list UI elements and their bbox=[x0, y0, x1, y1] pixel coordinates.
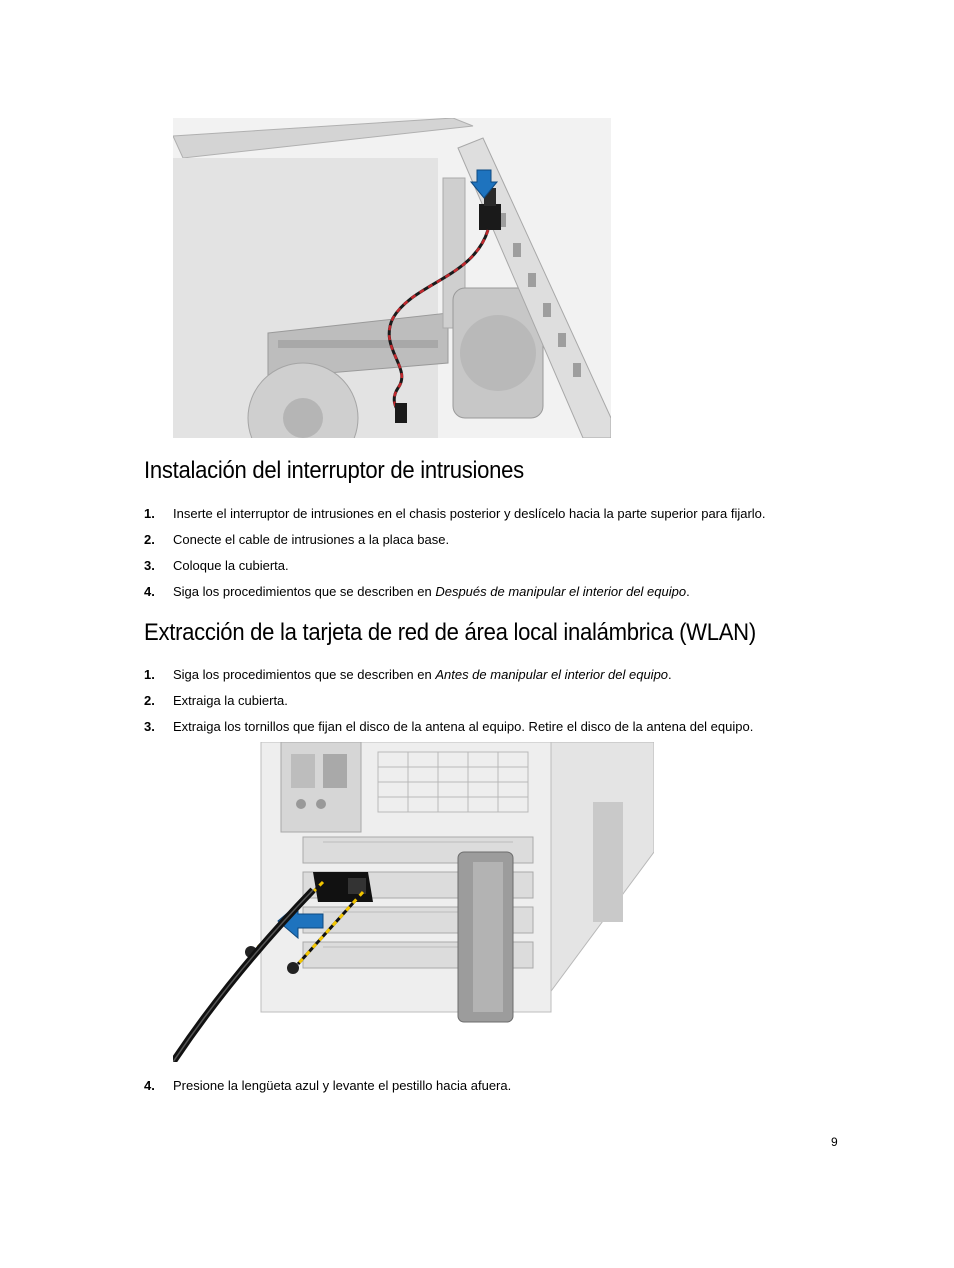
step-text: Inserte el interruptor de intrusiones en el chasis posterior y deslícelo hacia la parte superior para fijarlo. bbox=[173, 506, 766, 521]
step-number: 3. bbox=[144, 719, 155, 734]
step-text-prefix: Siga los procedimientos que se describen en bbox=[173, 584, 436, 599]
step-number: 4. bbox=[144, 1078, 155, 1093]
step-number: 3. bbox=[144, 558, 155, 573]
step-number: 1. bbox=[144, 667, 155, 682]
step-number: 2. bbox=[144, 532, 155, 547]
step-text bbox=[173, 584, 690, 599]
step-text: Presione la lengüeta azul y levante el pestillo hacia afuera. bbox=[173, 1078, 512, 1093]
step-text: Extraiga la cubierta. bbox=[173, 693, 288, 708]
step-text: Extraiga los tornillos que fijan el disco de la antena al equipo. Retire el disco de la antena del equipo. bbox=[173, 719, 754, 734]
step-number: 2. bbox=[144, 693, 155, 708]
before-working-inside-link[interactable]: Antes de manipular el interior del equipo bbox=[435, 667, 669, 682]
section-title-remove-wlan-card: Extracción de la tarjeta de red de área local inalámbrica (WLAN) bbox=[144, 619, 756, 646]
intrusion-switch-illustration bbox=[173, 118, 611, 438]
section-title-install-intrusion-switch: Instalación del interruptor de intrusiones bbox=[144, 457, 524, 484]
after-working-inside-link[interactable]: Después de manipular el interior del equipo bbox=[435, 584, 687, 599]
step-text: Coloque la cubierta. bbox=[173, 558, 289, 573]
page-number: 9 bbox=[831, 1135, 838, 1149]
step-number: 1. bbox=[144, 506, 155, 521]
antenna-removal-illustration bbox=[173, 742, 654, 1062]
step-text-prefix: Siga los procedimientos que se describen en bbox=[173, 667, 436, 682]
intrusion-switch-drawing bbox=[173, 118, 611, 438]
step-text-suffix: . bbox=[686, 584, 690, 599]
step-text: Conecte el cable de intrusiones a la placa base. bbox=[173, 532, 450, 547]
step-text bbox=[173, 667, 672, 682]
step-text-suffix: . bbox=[668, 667, 672, 682]
step-number: 4. bbox=[144, 584, 155, 599]
antenna-removal-drawing bbox=[173, 742, 654, 1062]
